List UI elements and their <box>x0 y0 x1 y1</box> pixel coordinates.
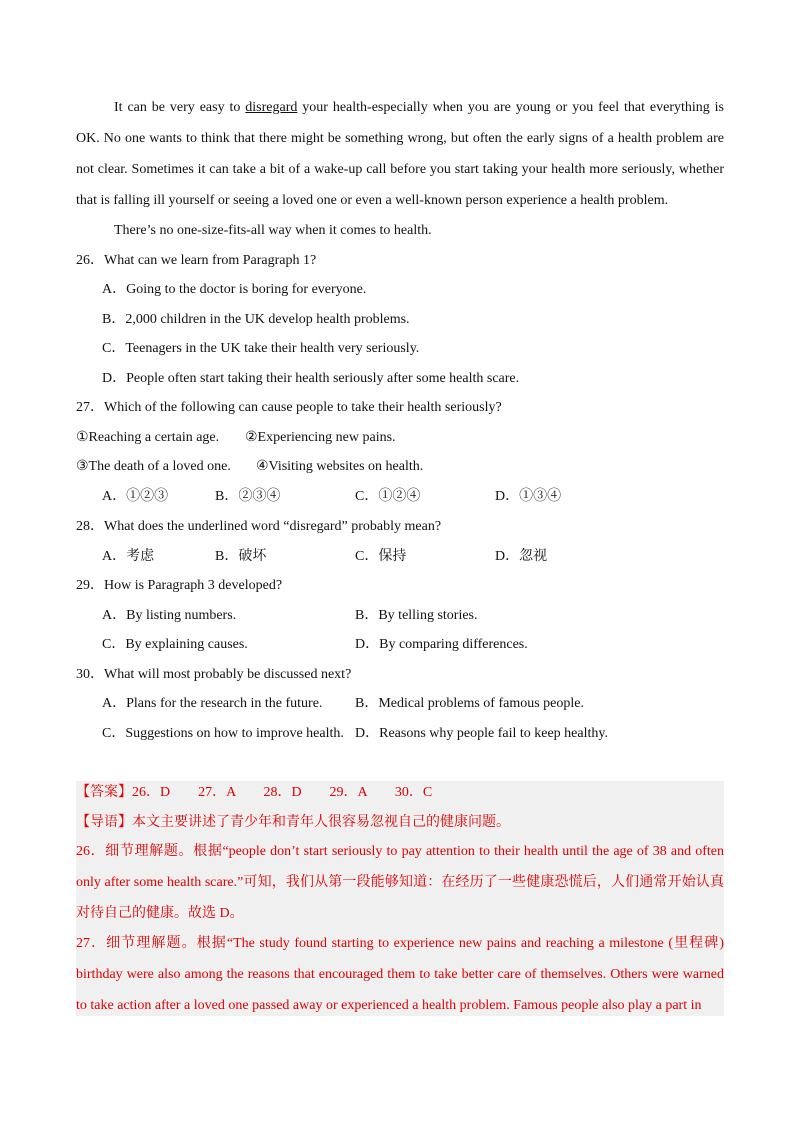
p1-text-before: It can be very easy to <box>114 100 246 115</box>
explanation-26: 26．细节理解题。根据“people don’t start seriously to pay attention to their health until the age of 38 and often only after some health scare.”可知，我们从第一段能够知道：在经历了一些健康恐慌后，人们通常开始认真对待自己的健康。故选 D。 <box>76 844 724 921</box>
q30-option-b: B．Medical problems of famous people. <box>355 696 585 711</box>
question-27-stem: 27．Which of the following can cause people to take their health seriously? <box>76 400 502 415</box>
question-30-stem: 30．What will most probably be discussed next? <box>76 667 352 682</box>
passage-paragraph-1 <box>76 92 724 216</box>
q27-item-1: ①Reaching a certain age. <box>76 430 220 445</box>
q28-option-d: D．忽视 <box>495 549 548 564</box>
q27-item-3: ③The death of a loved one. <box>76 459 231 474</box>
q29-option-d: D．By comparing differences. <box>355 637 528 652</box>
q26-option-d: D．People often start taking their health seriously after some health scare. <box>102 371 520 386</box>
q28-option-b: B．破坏 <box>215 549 267 564</box>
q27-option-a: A．①②③ <box>102 489 169 504</box>
q27-option-b: B．②③④ <box>215 489 281 504</box>
q29-option-b: B．By telling stories. <box>355 608 478 623</box>
q27-option-c: C．①②④ <box>355 489 421 504</box>
q29-option-a: A．By listing numbers. <box>102 608 237 623</box>
q27-option-d: D．①③④ <box>495 489 562 504</box>
q30-option-a: A．Plans for the research in the future. <box>102 696 323 711</box>
p1-text-after: your health-especially when you are young or you feel that everything is OK. No one wants to think that there might be something wrong, but often the early signs of a health problem are not clear. Sometimes it can take a bit of a wake-up call before you start taking your health more seriously, whether that is falling ill yourself or seeing a loved one or even a well-known person experience a health problem. <box>76 100 724 208</box>
explanation-27: 27．细节理解题。根据“The study found starting to experience new pains and reaching a milestone (里程碑) birthday were also among the reasons that encouraged them to take better care of themselves. Others were warned to take action after a loved one passed away or experienced a health problem. Famous people also play a part in <box>76 936 724 1013</box>
q28-option-c: C．保持 <box>355 549 407 564</box>
answer-key: 【答案】26．D 27．A 28．D 29．A 30．C <box>76 785 433 800</box>
passage-guide: 【导语】本文主要讲述了青少年和青年人很容易忽视自己的健康问题。 <box>76 815 510 830</box>
q26-option-b: B．2,000 children in the UK develop health problems. <box>102 312 410 327</box>
passage-paragraph-2: There’s no one-size-fits-all way when it comes to health. <box>114 223 432 238</box>
q29-option-c: C．By explaining causes. <box>102 637 248 652</box>
q28-option-a: A．考虑 <box>102 549 155 564</box>
q27-item-2: ②Experiencing new pains. <box>245 430 396 445</box>
question-26-stem: 26．What can we learn from Paragraph 1? <box>76 253 317 268</box>
q26-option-c: C．Teenagers in the UK take their health very seriously. <box>102 341 420 356</box>
question-29-stem: 29．How is Paragraph 3 developed? <box>76 578 283 593</box>
q26-option-a: A．Going to the doctor is boring for everyone. <box>102 282 367 297</box>
underlined-word-disregard: disregard <box>245 100 298 115</box>
q27-item-4: ④Visiting websites on health. <box>256 459 424 474</box>
q30-option-c: C．Suggestions on how to improve health. <box>102 726 344 741</box>
q30-option-d: D．Reasons why people fail to keep healthy. <box>355 726 608 741</box>
question-28-stem: 28．What does the underlined word “disregard” probably mean? <box>76 519 442 534</box>
